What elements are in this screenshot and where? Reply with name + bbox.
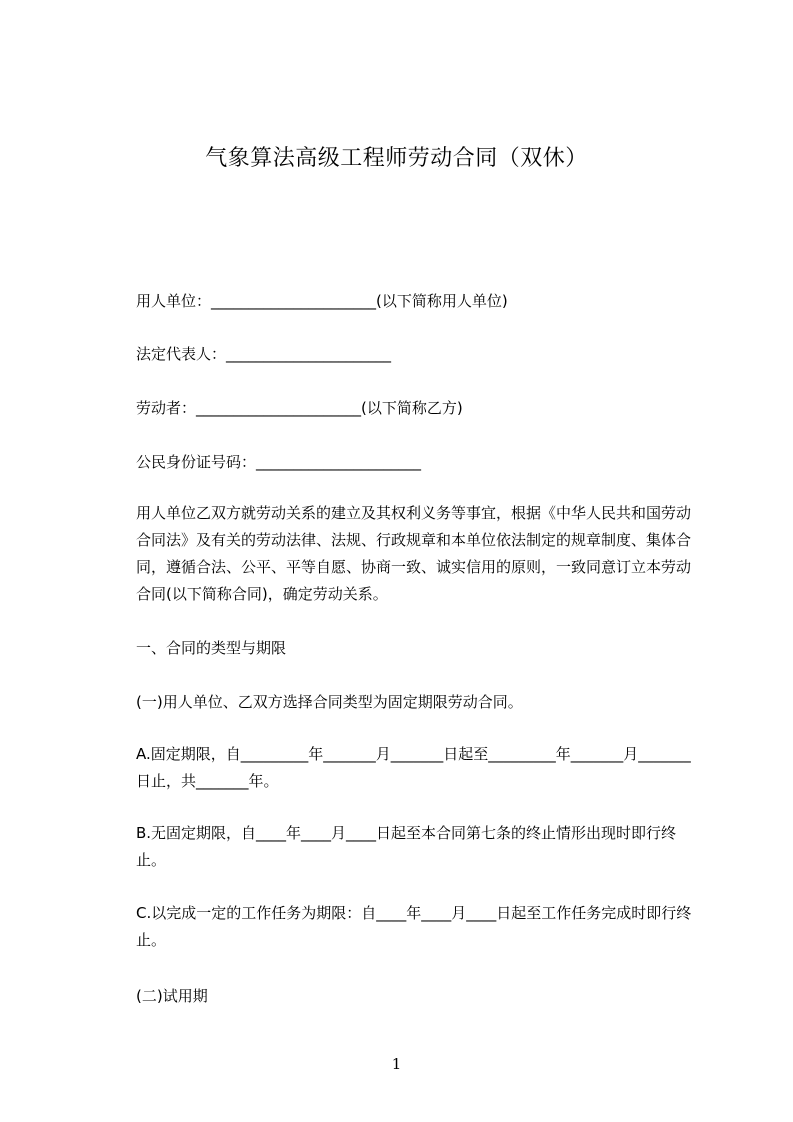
section-heading: 一、合同的类型与期限 bbox=[136, 639, 287, 657]
clause-two: (二)试用期 bbox=[136, 987, 208, 1005]
option-b-paragraph bbox=[104, 820, 704, 874]
intro-paragraph-text: 用人单位乙双方就劳动关系的建立及其权利义务等事宜，根据《中华人民共和国劳动合同法》及有关的劳动法律、法规、行政规章和本单位依法制定的规章制度、集体合同，遵循合法、公平、平等自愿、协商一致、诚实信用的原则，一致同意订立本劳动合同(以下简称合同)，确定劳动关系。 bbox=[136, 504, 692, 603]
worker-line: 劳动者：______________________(以下简称乙方) bbox=[136, 399, 463, 417]
document-title: 气象算法高级工程师劳动合同（双休） bbox=[205, 146, 588, 171]
id-number-line: 公民身份证号码：______________________ bbox=[136, 453, 422, 471]
option-c-text: C.以完成一定的工作任务为期限：自____年____月____日起至工作任务完成时即行终止。 bbox=[136, 904, 692, 949]
intro-paragraph bbox=[104, 500, 704, 608]
page-number: 1 bbox=[391, 1055, 402, 1073]
option-b-text: B.无固定期限，自____年____月____日起至本合同第七条的终止情形出现时即行终止。 bbox=[136, 824, 677, 869]
clause-one: (一)用人单位、乙双方选择合同类型为固定期限劳动合同。 bbox=[136, 693, 523, 711]
option-a-text: A.固定期限，自_________年_______月_______日起至_________年_______月_______日止，共_______年。 bbox=[136, 745, 691, 790]
option-c-paragraph bbox=[104, 900, 704, 954]
option-a-paragraph bbox=[104, 741, 704, 795]
employer-line: 用人单位：______________________(以下简称用人单位) bbox=[136, 292, 508, 310]
legal-representative-line: 法定代表人：______________________ bbox=[136, 345, 392, 363]
